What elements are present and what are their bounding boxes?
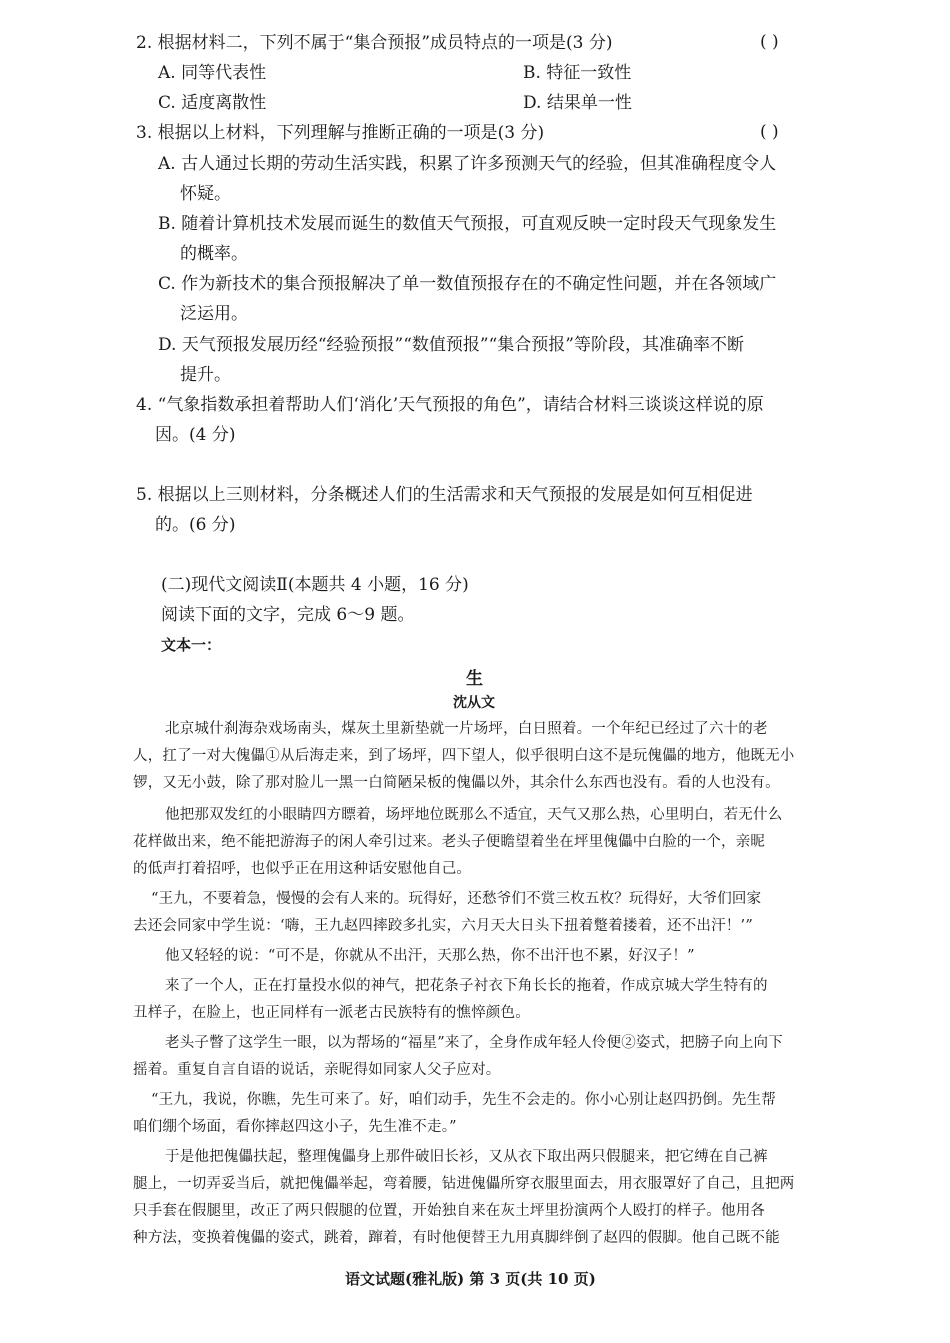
q2-answer-bracket: ( ): [760, 32, 779, 52]
q5-line2: 的。(6 分): [155, 515, 236, 535]
q3-option-c-line1: C. 作为新技术的集合预报解决了单一数值预报存在的不确定性问题，并在各领域广: [158, 274, 777, 294]
q3-answer-bracket: ( ): [760, 122, 779, 142]
story-line: 丑样子，在脸上，也正同样有一派老古民族特有的憔悴颜色。: [133, 1005, 530, 1021]
q3-option-b-line2: 的概率。: [180, 244, 248, 264]
story-line: 花样做出来，绝不能把游海子的闲人牵引过来。老头子便瞻望着坐在坪里傀儡中白脸的一个，亲昵: [133, 834, 766, 850]
story-line: 去还会同家中学生说：‘嗨，王九赵四摔跤多扎实，六月天大日头下扭着蹩着搂着，还不出汗！’”: [133, 918, 753, 934]
story-line: 于是他把傀儡扶起，整理傀儡身上那件破旧长衫，又从衣下取出两只假腿来，把它缚在自己裤: [165, 1149, 768, 1165]
q5-line1: 5. 根据以上三则材料，分条概述人们的生活需求和天气预报的发展是如何互相促进: [136, 485, 753, 505]
story-line: 来了一个人，正在打量投水似的神气，把花条子衬衣下角长长的拖着，作成京城大学生特有的: [165, 978, 768, 994]
q2-option-d: D. 结果单一性: [523, 93, 632, 113]
q2-option-b: B. 特征一致性: [523, 63, 632, 83]
q3-option-d-line2: 提升。: [180, 365, 231, 385]
story-line: 咱们绷个场面，看你摔赵四这小子，先生准不走。”: [133, 1119, 457, 1135]
story-author: 沈从文: [453, 695, 495, 711]
q3-option-a-line2: 怀疑。: [180, 184, 231, 204]
story-line: 北京城什刹海杂戏场南头，煤灰土里新垫就一片场坪，白日照着。一个年纪已经过了六十的老: [165, 721, 768, 737]
story-line: 他把那双发红的小眼睛四方瞟着，场坪地位既那么不适宜，天气又那么热，心里明白，若无什么: [165, 807, 783, 823]
story-line: 老头子瞥了这学生一眼，以为帮场的“福星”来了，全身作成年轻人伶便②姿式，把膀子向上向下: [165, 1035, 783, 1051]
q2-stem: 2. 根据材料二，下列不属于“集合预报”成员特点的一项是(3 分): [136, 33, 613, 53]
story-title: 生: [466, 669, 483, 689]
q4-line2: 因。(4 分): [155, 425, 236, 445]
q2-option-c: C. 适度离散性: [158, 93, 267, 113]
story-line: 只手套在假腿里，改正了两只假腿的位置，开始独自来在灰土坪里扮演两个人殴打的样子。他用各: [133, 1203, 766, 1219]
q2-option-a: A. 同等代表性: [158, 63, 267, 83]
story-line: “王九，我说，你瞧，先生可来了。好，咱们动手，先生不会走的。你小心别让赵四扔倒。先生帮: [151, 1092, 777, 1108]
q3-option-c-line2: 泛运用。: [180, 304, 248, 324]
story-line: 的低声打着招呼，也似乎正在用这种话安慰他自己。: [133, 861, 472, 877]
q3-option-b-line1: B. 随着计算机技术发展而诞生的数值天气预报，可直观反映一定时段天气现象发生: [158, 214, 777, 234]
text-one-label: 文本一：: [161, 636, 222, 654]
story-line: 腿上，一切弄妥当后，就把傀儡举起，弯着腰，钻进傀儡所穿衣服里面去，用衣服罩好了自己，且把两: [133, 1176, 795, 1192]
q3-option-a-line1: A. 古人通过长期的劳动生活实践，积累了许多预测天气的经验，但其准确程度令人: [158, 154, 777, 174]
story-line: 人，扛了一对大傀儡①从后海走来，到了场坪，四下望人，似乎很明白这不是玩傀儡的地方，他既无小: [133, 748, 795, 764]
q3-stem: 3. 根据以上材料，下列理解与推断正确的一项是(3 分): [136, 123, 545, 143]
q3-option-d-line1: D. 天气预报发展历经“经验预报”“数值预报”“集合预报”等阶段，其准确率不断: [158, 335, 744, 355]
page-footer: 语文试题(雅礼版) 第 3 页(共 10 页): [345, 1270, 596, 1288]
q4-line1: 4. “气象指数承担着帮助人们‘消化’天气预报的角色”，请结合材料三谈谈这样说的原: [136, 395, 764, 415]
story-line: 锣，又无小鼓，除了那对脸儿一黑一白简陋呆板的傀儡以外，其余什么东西也没有。看的人也没有。: [133, 775, 780, 791]
story-line: “王九，不要着急，慢慢的会有人来的。玩得好，还愁爷们不赏三枚五枚？玩得好，大爷们回家: [151, 891, 762, 907]
section-instruction: 阅读下面的文字，完成 6～9 题。: [161, 605, 415, 625]
story-line: 他又轻轻的说：“可不是，你就从不出汗，天那么热，你不出汗也不累，好汉子！”: [165, 948, 695, 964]
story-line: 摇着。重复自言自语的说话，亲昵得如同家人父子应对。: [133, 1062, 501, 1078]
story-line: 种方法，变换着傀儡的姿式，跳着，蹿着，有时他便替王九用真脚绊倒了赵四的假脚。他自己既不能: [133, 1230, 780, 1246]
section-heading: (二)现代文阅读Ⅱ(本题共 4 小题，16 分): [161, 575, 469, 595]
